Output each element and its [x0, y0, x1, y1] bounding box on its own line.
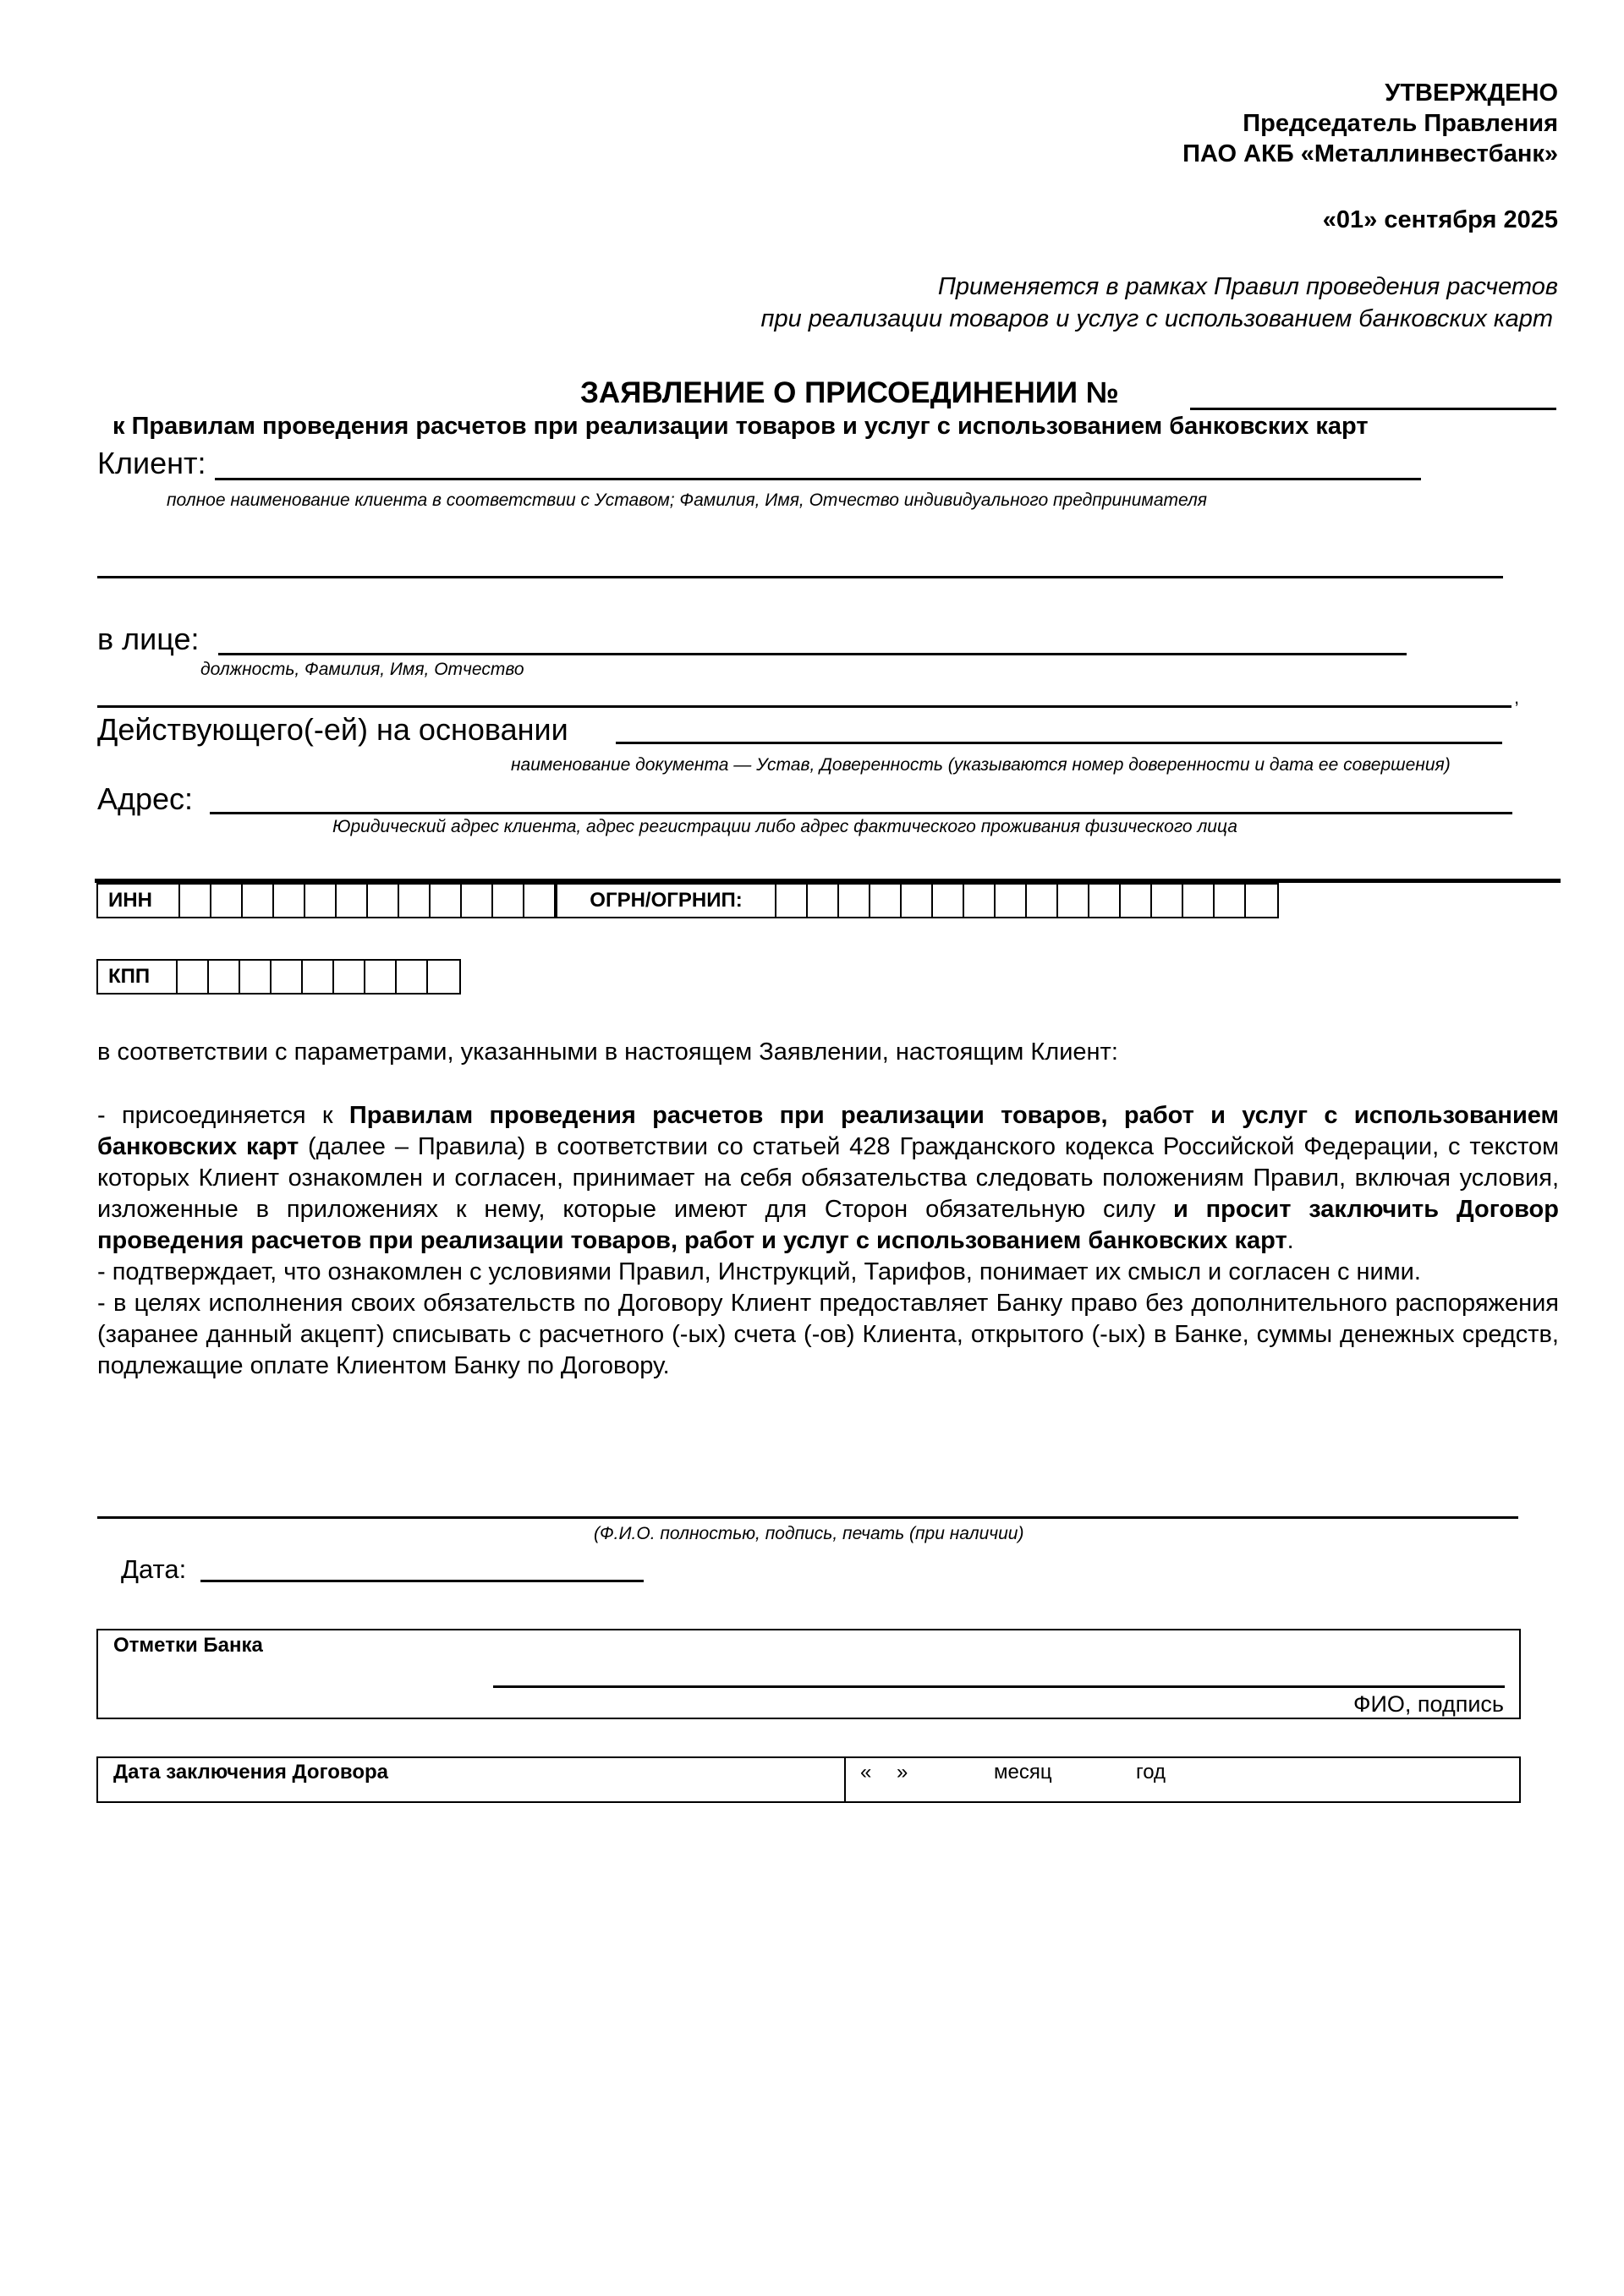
- item-join-prefix: - присоединяется к: [97, 1102, 349, 1129]
- approval-date: «01» сентября 2025: [1322, 206, 1558, 233]
- represented-by-hint: должность, Фамилия, Имя, Отчество: [200, 660, 524, 679]
- ogrn-digit-cell[interactable]: [1121, 885, 1152, 917]
- application-number-field[interactable]: [1190, 408, 1556, 410]
- ogrn-digit-cell[interactable]: [839, 885, 870, 917]
- inn-digit-cell[interactable]: [243, 885, 274, 917]
- acting-basis-label: Действующего(-ей) на основании: [97, 712, 568, 747]
- ogrn-digit-cell[interactable]: [776, 885, 808, 917]
- acting-basis-field[interactable]: [616, 742, 1502, 744]
- address-label: Адрес:: [97, 781, 194, 816]
- signature-hint: (Ф.И.О. полностью, подпись, печать (при наличии): [594, 1524, 1024, 1543]
- kpp-digit-cell[interactable]: [178, 961, 209, 993]
- bank-signature-field[interactable]: [493, 1685, 1505, 1688]
- inn-ogrn-row: [96, 883, 1279, 918]
- address-field[interactable]: [210, 812, 1512, 814]
- approved-heading: УТВЕРЖДЕНО: [1385, 79, 1558, 107]
- approver-organization: ПАО АКБ «Металлинвестбанк»: [1182, 140, 1558, 167]
- approver-position: Председатель Правления: [1243, 110, 1558, 137]
- signature-field[interactable]: [97, 1516, 1518, 1519]
- kpp-digit-cell[interactable]: [334, 961, 365, 993]
- page-subtitle: к Правилам проведения расчетов при реализации товаров и услуг с использованием банковских карт: [112, 413, 1369, 440]
- page-title: ЗАЯВЛЕНИЕ О ПРИСОЕДИНЕНИИ №: [580, 376, 1119, 409]
- contract-date-label: Дата заключения Договора: [113, 1761, 389, 1784]
- ogrn-digit-cell[interactable]: [1215, 885, 1246, 917]
- item-join-request: и просит заключить Договор проведения расчетов при реализации товаров, работ и услуг с использованием банковских карт: [97, 1196, 1559, 1254]
- date-field[interactable]: [200, 1580, 644, 1582]
- inn-digit-cell[interactable]: [368, 885, 399, 917]
- month-label: месяц: [994, 1761, 1052, 1784]
- item-join-suffix: .: [1287, 1227, 1294, 1254]
- kpp-cells: [178, 961, 459, 993]
- ogrn-digit-cell[interactable]: [1089, 885, 1121, 917]
- ogrn-digit-cell[interactable]: [902, 885, 933, 917]
- inn-digit-cell[interactable]: [211, 885, 243, 917]
- body-item-acceptance: - в целях исполнения своих обязательств по Договору Клиент предоставляет Банку право без дополнительного распоряжения (заранее данный акцепт) списывать с расчетного (-ых) счета (-ов) Клиента, открытого (-ых) в Банке, суммы денежных средств, подлежащие оплате Клиентом Банку по Договору.: [97, 1290, 1559, 1379]
- represented-by-field-continuation[interactable]: [97, 705, 1512, 708]
- client-label: Клиент:: [97, 446, 206, 480]
- address-hint: Юридический адрес клиента, адрес регистрации либо адрес фактического проживания физического лица: [332, 817, 1237, 836]
- contract-date-value-cell[interactable]: [846, 1758, 1519, 1801]
- ogrn-digit-cell[interactable]: [996, 885, 1027, 917]
- applies-note-line1: Применяется в рамках Правил проведения расчетов: [937, 273, 1558, 300]
- inn-label: ИНН: [98, 885, 180, 917]
- acting-basis-hint: наименование документа — Устав, Доверенность (указываются номер доверенности и дата ее совершения): [511, 755, 1451, 775]
- bank-marks-box: [96, 1629, 1521, 1719]
- inn-digit-cell[interactable]: [399, 885, 431, 917]
- ogrn-digit-cell[interactable]: [1246, 885, 1277, 917]
- day-quote-close: »: [897, 1761, 908, 1784]
- inn-digit-cell[interactable]: [274, 885, 305, 917]
- ogrn-label: ОГРН/ОГРНИП:: [556, 885, 776, 917]
- kpp-label: КПП: [98, 961, 178, 993]
- day-quote-open: «: [860, 1761, 872, 1784]
- ogrn-digit-cell[interactable]: [1058, 885, 1089, 917]
- inn-digit-cell[interactable]: [524, 885, 556, 917]
- date-label: Дата:: [121, 1554, 187, 1584]
- applies-note-line2: при реализации товаров и услуг с использованием банковских карт: [760, 305, 1553, 332]
- client-field[interactable]: [215, 478, 1421, 480]
- bank-marks-label: Отметки Банка: [113, 1634, 263, 1657]
- kpp-digit-cell[interactable]: [272, 961, 303, 993]
- client-hint: полное наименование клиента в соответствии с Уставом; Фамилия, Имя, Отчество индивидуального предпринимателя: [167, 490, 1208, 510]
- body-item-join: [97, 1100, 1559, 1257]
- kpp-digit-cell[interactable]: [209, 961, 240, 993]
- inn-digit-cell[interactable]: [493, 885, 524, 917]
- ogrn-digit-cell[interactable]: [1152, 885, 1183, 917]
- bank-signature-hint: ФИО, подпись: [1352, 1691, 1504, 1717]
- inn-digit-cell[interactable]: [462, 885, 493, 917]
- body-text: [97, 1037, 1559, 1382]
- kpp-digit-cell[interactable]: [303, 961, 334, 993]
- inn-cells: [180, 885, 556, 917]
- contract-date-box: [96, 1756, 1521, 1803]
- kpp-digit-cell[interactable]: [428, 961, 459, 993]
- inn-digit-cell[interactable]: [337, 885, 368, 917]
- ogrn-digit-cell[interactable]: [964, 885, 996, 917]
- ogrn-digit-cell[interactable]: [1183, 885, 1215, 917]
- represented-by-field[interactable]: [218, 653, 1407, 655]
- applies-note: [761, 271, 1558, 335]
- item-join-middle: (далее – Правила) в соответствии со статьей 428 Гражданского кодекса Российской Федерации, с текстом которых Клиент ознакомлен и согласен, принимает на себя обязательства следовать положениям Правил, включая условия, изложенные в приложениях к нему, которые имеют для Сторон обязательную силу: [97, 1133, 1560, 1223]
- kpp-row: [96, 959, 461, 995]
- ogrn-cells: [776, 885, 1277, 917]
- approval-block: [1182, 78, 1558, 235]
- year-label: год: [1136, 1761, 1166, 1784]
- client-field-continuation[interactable]: [97, 576, 1503, 578]
- ogrn-digit-cell[interactable]: [808, 885, 839, 917]
- ogrn-digit-cell[interactable]: [870, 885, 902, 917]
- inn-digit-cell[interactable]: [305, 885, 337, 917]
- item-join-rules: Правилам проведения расчетов при реализации товаров, работ и услуг с использованием банковских карт: [97, 1102, 1559, 1160]
- contract-date-label-cell: [98, 1758, 846, 1801]
- ogrn-digit-cell[interactable]: [933, 885, 964, 917]
- kpp-digit-cell[interactable]: [397, 961, 428, 993]
- ogrn-digit-cell[interactable]: [1027, 885, 1058, 917]
- body-intro: в соответствии с параметрами, указанными в настоящем Заявлении, настоящим Клиент:: [97, 1038, 1118, 1066]
- kpp-digit-cell[interactable]: [365, 961, 397, 993]
- trailing-comma: ,: [1514, 687, 1520, 708]
- represented-by-label: в лице:: [97, 622, 200, 656]
- inn-digit-cell[interactable]: [180, 885, 211, 917]
- kpp-digit-cell[interactable]: [240, 961, 272, 993]
- inn-digit-cell[interactable]: [431, 885, 462, 917]
- body-item-confirm: - подтверждает, что ознакомлен с условиями Правил, Инструкций, Тарифов, понимает их смысл и согласен с ними.: [97, 1258, 1421, 1285]
